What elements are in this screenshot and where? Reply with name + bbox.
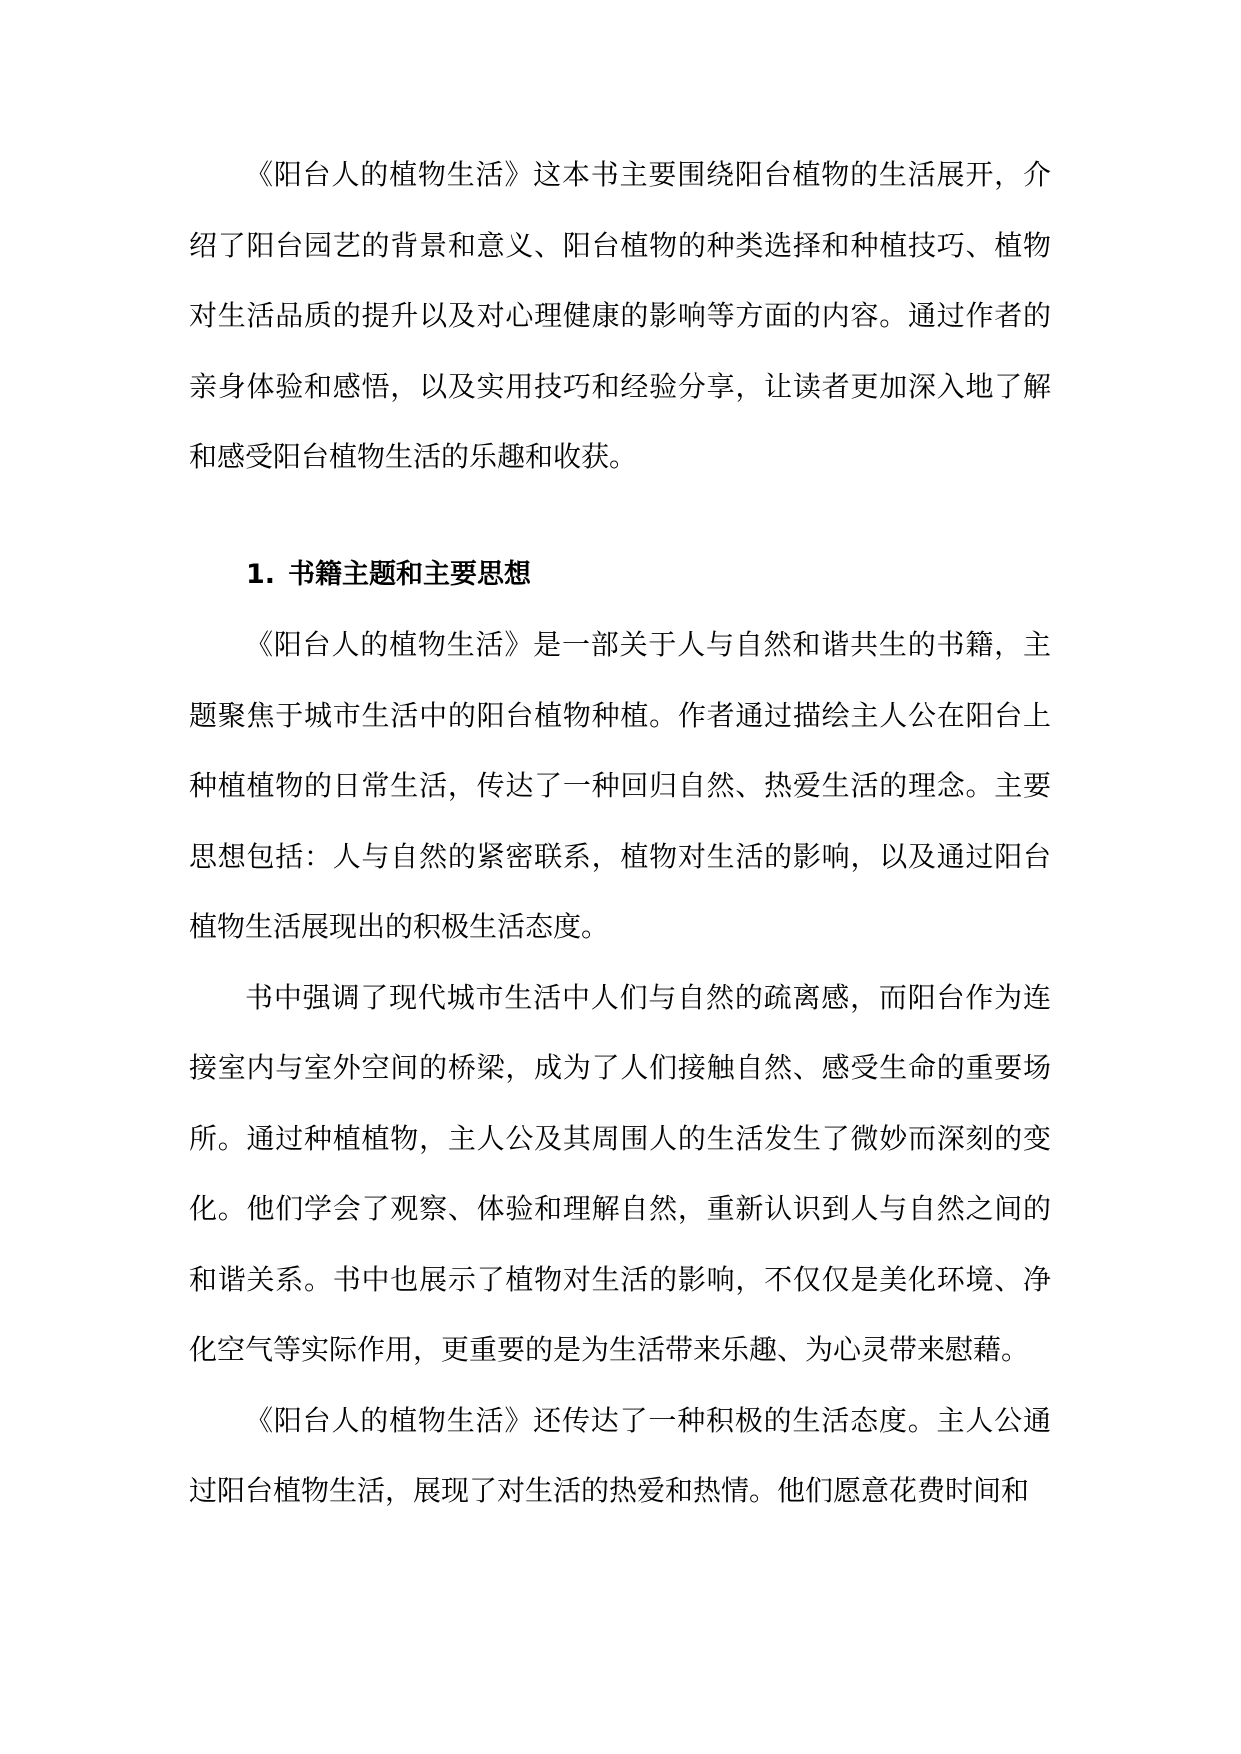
body-paragraph-1: 《阳台人的植物生活》是一部关于人与自然和谐共生的书籍，主题聚焦于城市生活中的阳台植物种植。作者通过描绘主人公在阳台上种植植物的日常生活，传达了一种回归自然、热爱生活的理念。主要思想包括：人与自然的紧密联系，植物对生活的影响，以及通过阳台植物生活展现出的积极生活态度。 [189, 628, 1051, 943]
body-paragraph-2: 书中强调了现代城市生活中人们与自然的疏离感，而阳台作为连接室内与室外空间的桥梁，成为了人们接触自然、感受生命的重要场所。通过种植植物，主人公及其周围人的生活发生了微妙而深刻的变化。他们学会了观察、体验和理解自然，重新认识到人与自然之间的和谐关系。书中也展示了植物对生活的影响，不仅仅是美化环境、净化空气等实际作用，更重要的是为生活带来乐趣、为心灵带来慰藉。 [189, 980, 1051, 1366]
section-number: 1. [246, 558, 276, 590]
intro-paragraph: 《阳台人的植物生活》这本书主要围绕阳台植物的生活展开，介绍了阳台园艺的背景和意义、阳台植物的种类选择和种植技巧、植物对生活品质的提升以及对心理健康的影响等方面的内容。通过作者的亲身体验和感悟，以及实用技巧和经验分享，让读者更加深入地了解和感受阳台植物生活的乐趣和收获。 [189, 158, 1051, 473]
document-body [189, 140, 1051, 1527]
section-heading [189, 540, 1051, 611]
section-title: 书籍主题和主要思想 [288, 558, 531, 590]
body-paragraph-3: 《阳台人的植物生活》还传达了一种积极的生活态度。主人公通过阳台植物生活，展现了对生活的热爱和热情。他们愿意花费时间和 [189, 1403, 1051, 1507]
